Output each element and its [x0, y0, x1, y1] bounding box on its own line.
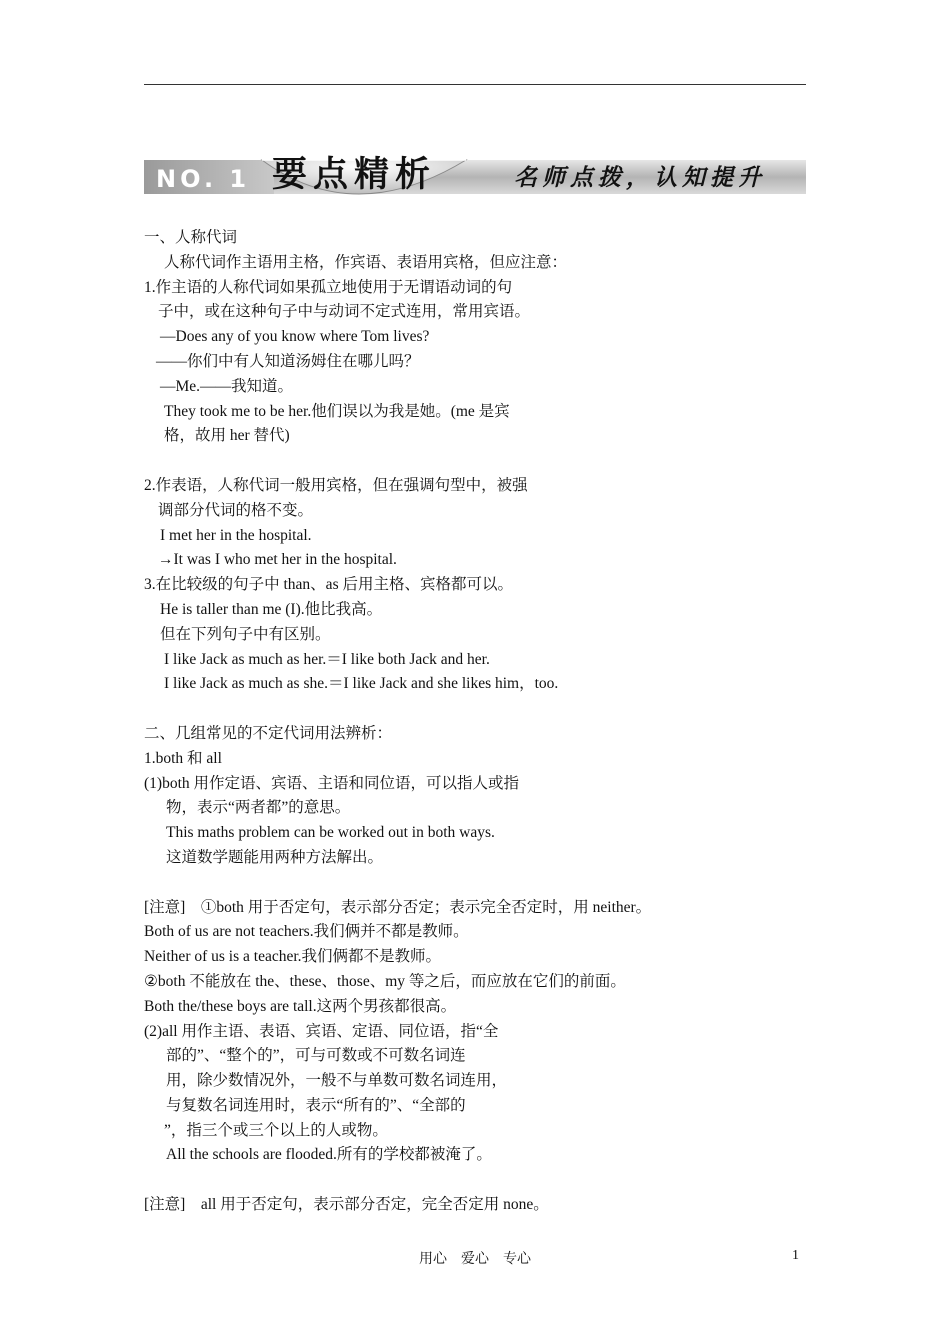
text-line: Both of us are not teachers.我们俩并不都是教师。 — [144, 923, 469, 941]
text-line: [注意] ①both 用于否定句，表示部分否定；表示完全否定时，用 neither。 — [144, 898, 652, 916]
text-line: ——你们中有人知道汤姆住在哪儿吗？ — [156, 352, 420, 370]
text-line: 二、几组常见的不定代词用法辨析： — [144, 724, 393, 742]
banner-graphic — [144, 150, 806, 210]
text-line: 物，表示“两者都”的意思。 — [166, 799, 351, 817]
footer-motto: 用心 爱心 专心 — [419, 1252, 531, 1267]
blank-line — [144, 697, 824, 722]
text-line: (2)all 用作主语、表语、宾语、定语、同位语，指“全 — [144, 1022, 499, 1040]
text-line: 一、人称代词 — [144, 229, 238, 246]
text-line: 但在下列句子中有区别。 — [160, 625, 331, 643]
text-line: (1)both 用作定语、宾语、主语和同位语，可以指人或指 — [144, 774, 520, 792]
text-line: 1.作主语的人称代词如果孤立地使用于无谓语动词的句 — [144, 278, 513, 296]
banner-title: 要点精析 — [272, 154, 437, 195]
text-line: ”，指三个或三个以上的人或物。 — [164, 1121, 388, 1139]
text-line: 调部分代词的格不变。 — [158, 501, 314, 519]
text-line: 2.作表语，人称代词一般用宾格，但在强调句型中，被强 — [144, 476, 528, 494]
text-line: Neither of us is a teacher.我们俩都不是教师。 — [144, 948, 442, 966]
text-line: All the schools are flooded.所有的学校都被淹了。 — [166, 1146, 492, 1164]
text-line: 这道数学题能用两种方法解出。 — [166, 848, 384, 866]
text-line: I like Jack as much as her.＝I like both Jack and her. — [164, 650, 490, 668]
text-line: 与复数名词连用时，表示“所有的”、“全部的 — [166, 1096, 466, 1114]
text-line: 格，故用 her 替代) — [164, 427, 290, 445]
text-line: [注意] all 用于否定句，表示部分否定，完全否定用 none。 — [144, 1196, 549, 1214]
text-line: 子中，或在这种句子中与动词不定式连用，常用宾语。 — [158, 303, 531, 321]
text-line: —Does any of you know where Tom lives? — [160, 328, 430, 346]
text-line: I like Jack as much as she.＝I like Jack and she likes him，too. — [164, 675, 559, 693]
page-number: 1 — [792, 1248, 799, 1263]
banner-slogan: 名师点拨，认知提升 — [514, 164, 766, 191]
text-line: 部的”、“整个的”，可与可数或不可数名词连 — [166, 1047, 466, 1065]
text-line: 3.在比较级的句子中 than、as 后用主格、宾格都可以。 — [144, 576, 513, 594]
banner-number: NO. 1 — [156, 165, 251, 193]
text-line: ②both 不能放在 the、these、those、my 等之后，而应放在它们的前面。 — [144, 972, 626, 990]
section-banner — [144, 150, 806, 210]
text-line: —Me.——我知道。 — [160, 377, 294, 395]
blank-line — [144, 871, 824, 896]
text-line: 用，除少数情况外，一般不与单数可数名词连用， — [166, 1072, 508, 1090]
text-line: Both the/these boys are tall.这两个男孩都很高。 — [144, 997, 457, 1015]
text-line: 1.both 和 all — [144, 749, 222, 767]
blank-line — [144, 1168, 824, 1193]
text-line: They took me to be her.他们误以为我是她。(me 是宾 — [164, 402, 510, 420]
text-line: He is taller than me (I).他比我高。 — [160, 600, 383, 618]
text-line: I met her in the hospital. — [160, 526, 312, 544]
text-line: 人称代词作主语用主格，作宾语、表语用宾格，但应注意： — [164, 253, 568, 271]
text-line: This maths problem can be worked out in both ways. — [166, 824, 495, 842]
text-line: →It was I who met her in the hospital. — [158, 551, 397, 569]
document-body — [144, 226, 824, 1218]
blank-line — [144, 449, 824, 474]
header-rule — [144, 84, 806, 85]
